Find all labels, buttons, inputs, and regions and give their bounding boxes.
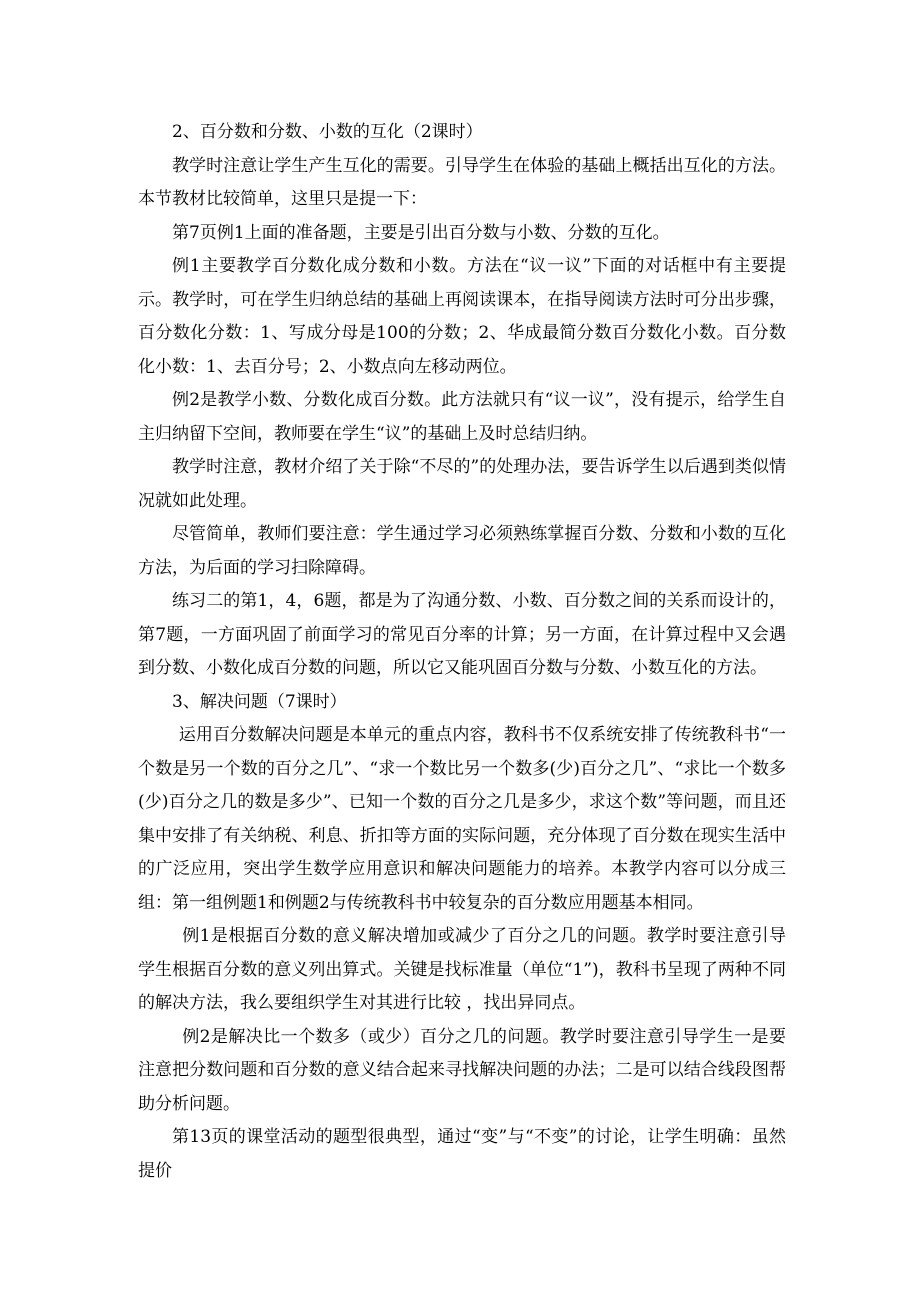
section-heading-2: 2、百分数和分数、小数的互化（2课时） xyxy=(172,122,483,142)
paragraph: 练习二的第1，4，6题，都是为了沟通分数、小数、百分数之间的关系而设计的，第7题，一方面巩固了前面学习的常见百分率的计算；另一方面，在计算过程中又会遇到分数、小数化成百分数的问题，所以它又能巩固百分数与分数、小数互化的方法。 xyxy=(138,591,786,678)
paragraph: 第13页的课堂活动的题型很典型，通过“变”与“不变”的讨论，让学生明确：虽然提价 xyxy=(138,1127,786,1181)
section-heading-3: 3、解决问题（7课时） xyxy=(172,691,347,712)
paragraph: 第7页例1上面的准备题，主要是引出百分数与小数、分数的互化。 xyxy=(172,222,670,243)
paragraph: 例2是教学小数、分数化成百分数。此方法就只有“议一议”，没有提示，给学生自主归纳留下空间，教师要在学生“议”的基础上及时总结归纳。 xyxy=(138,390,786,444)
document-body xyxy=(138,116,786,1188)
paragraph: 尽管简单，教师们要注意：学生通过学习必须熟练掌握百分数、分数和小数的互化方法，为后面的学习扫除障碍。 xyxy=(138,524,786,578)
paragraph: 例1主要教学百分数化成分数和小数。方法在“议一议”下面的对话框中有主要提示。教学时，可在学生归纳总结的基础上再阅读课本，在指导阅读方法时可分出步骤，百分数化分数：1、写成分母是100的分数；2、华成最简分数百分数化小数。百分数化小数：1、去百分号；2、小数点向左移动两位。 xyxy=(138,256,786,377)
paragraph: 运用百分数解决问题是本单元的重点内容，教科书不仅系统安排了传统教科书“一个数是另一个数的百分之几”、“求一个数比另一个数多(少)百分之几”、“求比一个数多(少)百分之几的数是多少”、已知一个数的百分之几是多少，求这个数”等问题，而且还集中安排了有关纳税、利息、折扣等方面的实际问题，充分体现了百分数在现实生活中的广泛应用，突出学生数学应用意识和解决问题能力的培养。本教学内容可以分成三组：第一组例题1和例题2与传统教科书中较复杂的百分数应用题基本相同。 xyxy=(138,725,786,913)
paragraph: 教学时注意让学生产生互化的需要。引导学生在体验的基础上概括出互化的方法。本节教材比较简单，这里只是提一下： xyxy=(138,155,786,209)
paragraph: 教学时注意，教材介绍了关于除“不尽的”的处理办法，要告诉学生以后遇到类似情况就如此处理。 xyxy=(138,457,786,511)
paragraph: 例2是解决比一个数多（或少）百分之几的问题。教学时要注意引导学生一是要注意把分数问题和百分数的意义结合起来寻找解决问题的办法；二是可以结合线段图帮助分析问题。 xyxy=(138,1026,786,1114)
paragraph: 例1是根据百分数的意义解决增加或减少了百分之几的问题。教学时要注意引导学生根据百分数的意义列出算式。关键是找标准量（单位“1”)，教科书呈现了两种不同的解决方法，我么要组织学生对其进行比较 ，找出异同点。 xyxy=(138,926,786,1013)
